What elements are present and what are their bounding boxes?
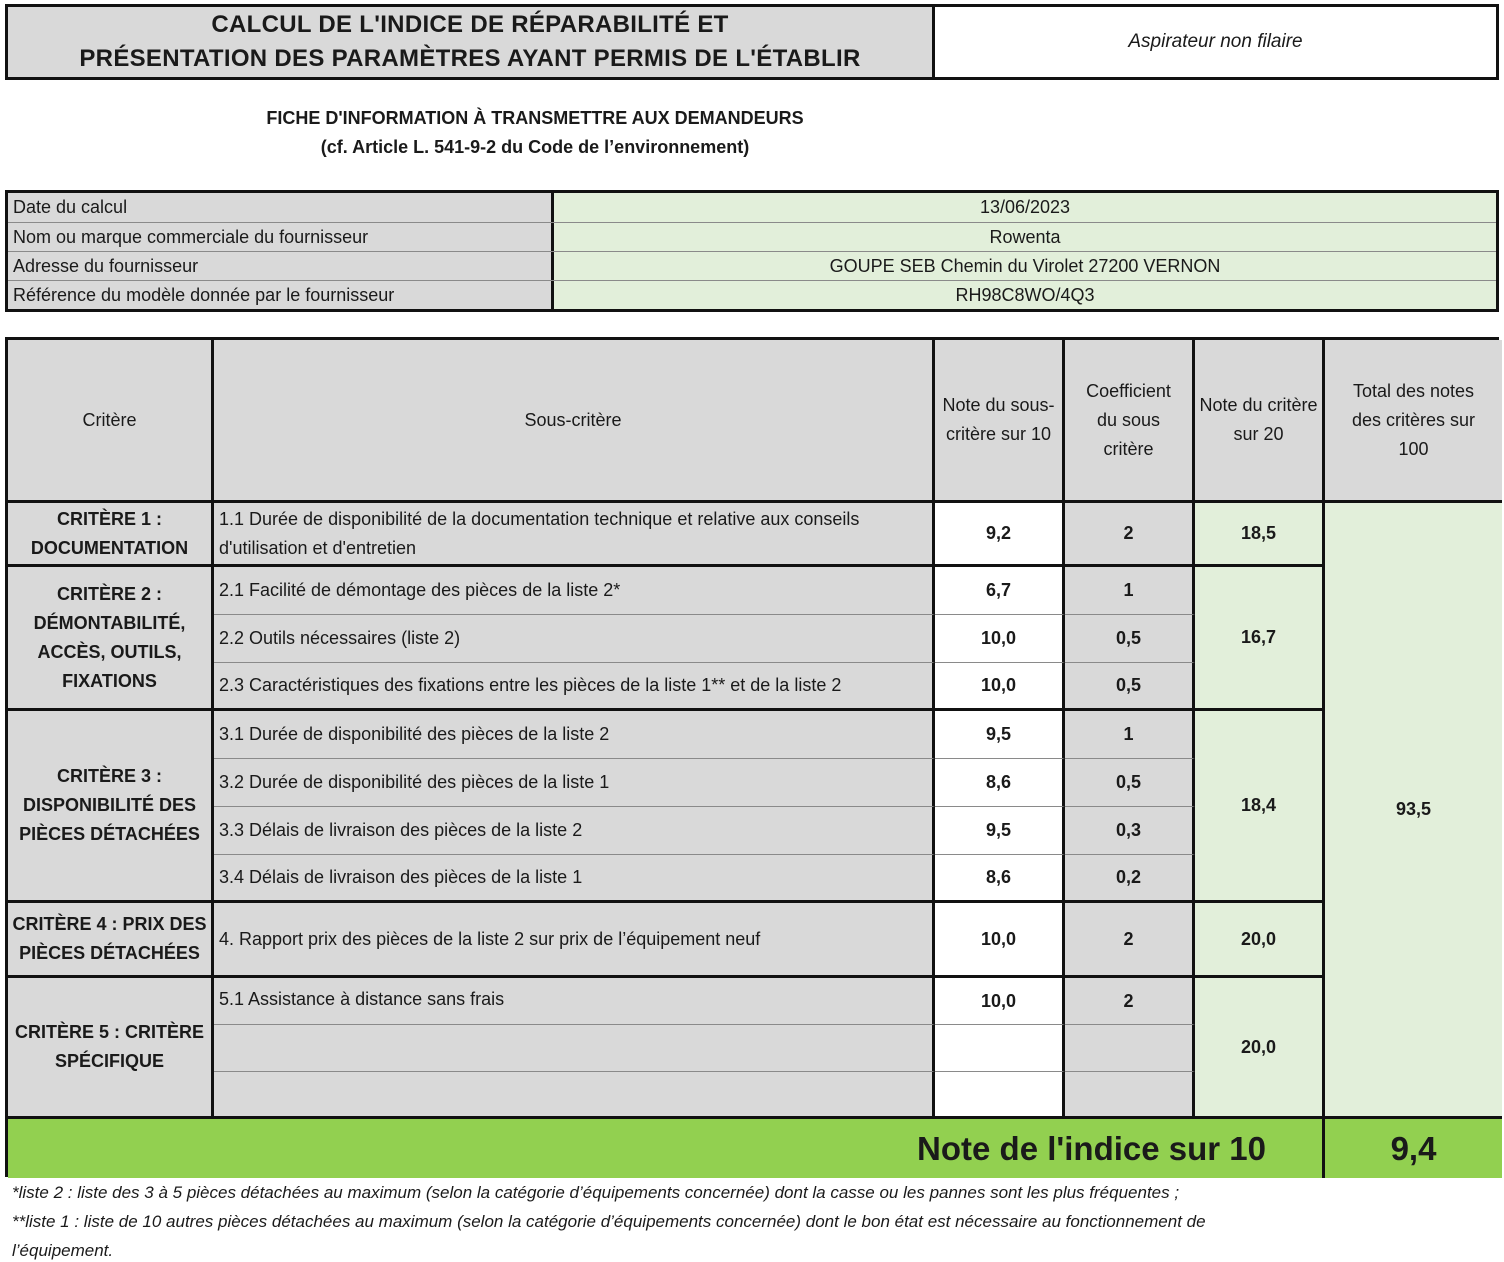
header-coefficient: Coefficient du sous critère bbox=[1065, 340, 1195, 503]
sub-criterion-label: 3.4 Délais de livraison des pièces de la liste 1 bbox=[214, 855, 935, 903]
sub-criterion-label: 3.2 Durée de disponibilité des pièces de la liste 1 bbox=[214, 759, 935, 807]
sub-criterion-note bbox=[935, 1072, 1065, 1119]
sub-criterion-note: 9,5 bbox=[935, 711, 1065, 759]
criterion-score: 20,0 bbox=[1195, 903, 1325, 978]
info-value: Rowenta bbox=[554, 223, 1496, 251]
criterion-3: CRITÈRE 3 : DISPONIBILITÉ DES PIÈCES DÉTACHÉES bbox=[8, 711, 214, 903]
sub-criterion-coef: 0,5 bbox=[1065, 759, 1195, 807]
title-line-2: PRÉSENTATION DES PARAMÈTRES AYANT PERMIS DE L'ÉTABLIR bbox=[79, 45, 861, 72]
sub-criterion-label: 2.2 Outils nécessaires (liste 2) bbox=[214, 615, 935, 663]
sub-criterion-label: 3.1 Durée de disponibilité des pièces de la liste 2 bbox=[214, 711, 935, 759]
header-note-critere: Note du critère sur 20 bbox=[1195, 340, 1325, 503]
sub-criterion-note: 9,5 bbox=[935, 807, 1065, 855]
title-line-1: CALCUL DE L'INDICE DE RÉPARABILITÉ ET bbox=[211, 11, 729, 38]
sub-criterion-coef bbox=[1065, 1072, 1195, 1119]
sub-criterion-label bbox=[214, 1025, 935, 1072]
sub-criterion-coef: 1 bbox=[1065, 567, 1195, 615]
header-sous-critere: Sous-critère bbox=[214, 340, 935, 503]
subtitle-line-1: FICHE D'INFORMATION À TRANSMETTRE AUX DEMANDEURS bbox=[266, 108, 804, 128]
sub-criterion-label: 5.1 Assistance à distance sans frais bbox=[214, 978, 935, 1025]
criterion-score: 20,0 bbox=[1195, 978, 1325, 1119]
header-note-sous-critere: Note du sous-critère sur 10 bbox=[935, 340, 1065, 503]
footnote-2: **liste 1 : liste de 10 autres pièces détachées au maximum (selon la catégorie d’équipements concernée) dont le bon état est nécessaire au fonctionnement de bbox=[12, 1212, 1206, 1231]
sub-criterion-coef: 2 bbox=[1065, 503, 1195, 567]
info-row bbox=[8, 251, 1496, 280]
sub-criterion-note: 10,0 bbox=[935, 903, 1065, 978]
criterion-score: 18,4 bbox=[1195, 711, 1325, 903]
sub-criterion-note: 8,6 bbox=[935, 759, 1065, 807]
header-critere: Critère bbox=[8, 340, 214, 503]
sub-criterion-label: 2.3 Caractéristiques des fixations entre les pièces de la liste 1** et de la liste 2 bbox=[214, 663, 935, 711]
criterion-2: CRITÈRE 2 : DÉMONTABILITÉ, ACCÈS, OUTILS, FIXATIONS bbox=[8, 567, 214, 711]
index-label: Note de l'indice sur 10 bbox=[8, 1119, 1325, 1178]
sub-criterion-label: 1.1 Durée de disponibilité de la documentation technique et relative aux conseils d'utilisation et d'entretien bbox=[214, 503, 935, 567]
supplier-info-table bbox=[5, 190, 1499, 312]
index-score: 9,4 bbox=[1325, 1119, 1502, 1178]
sub-criterion-note: 10,0 bbox=[935, 615, 1065, 663]
info-row bbox=[8, 280, 1496, 309]
sub-criterion-coef: 0,2 bbox=[1065, 855, 1195, 903]
info-label: Référence du modèle donnée par le fournisseur bbox=[8, 281, 554, 309]
sub-criterion-note bbox=[935, 1025, 1065, 1072]
sub-criterion-coef: 2 bbox=[1065, 978, 1195, 1025]
info-row bbox=[8, 193, 1496, 222]
criterion-score: 18,5 bbox=[1195, 503, 1325, 567]
header-total: Total des notes des critères sur 100 bbox=[1325, 340, 1502, 503]
info-value: 13/06/2023 bbox=[554, 193, 1496, 222]
sub-criterion-note: 10,0 bbox=[935, 978, 1065, 1025]
info-value: RH98C8WO/4Q3 bbox=[554, 281, 1496, 309]
sub-criterion-label: 4. Rapport prix des pièces de la liste 2 sur prix de l’équipement neuf bbox=[214, 903, 935, 978]
sub-criterion-label bbox=[214, 1072, 935, 1119]
info-label: Adresse du fournisseur bbox=[8, 252, 554, 280]
sub-criterion-coef: 0,3 bbox=[1065, 807, 1195, 855]
product-category: Aspirateur non filaire bbox=[935, 7, 1496, 77]
total-score: 93,5 bbox=[1325, 503, 1502, 1119]
subtitle bbox=[5, 104, 1065, 162]
footnote-3: l’équipement. bbox=[12, 1241, 114, 1260]
sub-criterion-coef bbox=[1065, 1025, 1195, 1072]
info-label: Nom ou marque commerciale du fournisseur bbox=[8, 223, 554, 251]
sub-criterion-note: 6,7 bbox=[935, 567, 1065, 615]
sub-criterion-coef: 0,5 bbox=[1065, 615, 1195, 663]
header-block bbox=[5, 4, 1499, 80]
document-title bbox=[8, 7, 935, 77]
criterion-5: CRITÈRE 5 : CRITÈRE SPÉCIFIQUE bbox=[8, 978, 214, 1119]
criterion-4: CRITÈRE 4 : PRIX DES PIÈCES DÉTACHÉES bbox=[8, 903, 214, 978]
sub-criterion-label: 2.1 Facilité de démontage des pièces de la liste 2* bbox=[214, 567, 935, 615]
sub-criterion-note: 9,2 bbox=[935, 503, 1065, 567]
repairability-score-table bbox=[5, 337, 1499, 1177]
sub-criterion-note: 8,6 bbox=[935, 855, 1065, 903]
info-value: GOUPE SEB Chemin du Virolet 27200 VERNON bbox=[554, 252, 1496, 280]
info-row bbox=[8, 222, 1496, 251]
sub-criterion-coef: 0,5 bbox=[1065, 663, 1195, 711]
sub-criterion-note: 10,0 bbox=[935, 663, 1065, 711]
criterion-score: 16,7 bbox=[1195, 567, 1325, 711]
footnote-1: *liste 2 : liste des 3 à 5 pièces détachées au maximum (selon la catégorie d’équipements concernée) dont la casse ou les pannes sont les plus fréquentes ; bbox=[12, 1183, 1180, 1202]
subtitle-line-2: (cf. Article L. 541-9-2 du Code de l’environnement) bbox=[320, 137, 750, 157]
sub-criterion-coef: 1 bbox=[1065, 711, 1195, 759]
footnotes bbox=[12, 1178, 1492, 1262]
sub-criterion-coef: 2 bbox=[1065, 903, 1195, 978]
info-label: Date du calcul bbox=[8, 193, 554, 222]
criterion-1: CRITÈRE 1 : DOCUMENTATION bbox=[8, 503, 214, 567]
sub-criterion-label: 3.3 Délais de livraison des pièces de la liste 2 bbox=[214, 807, 935, 855]
